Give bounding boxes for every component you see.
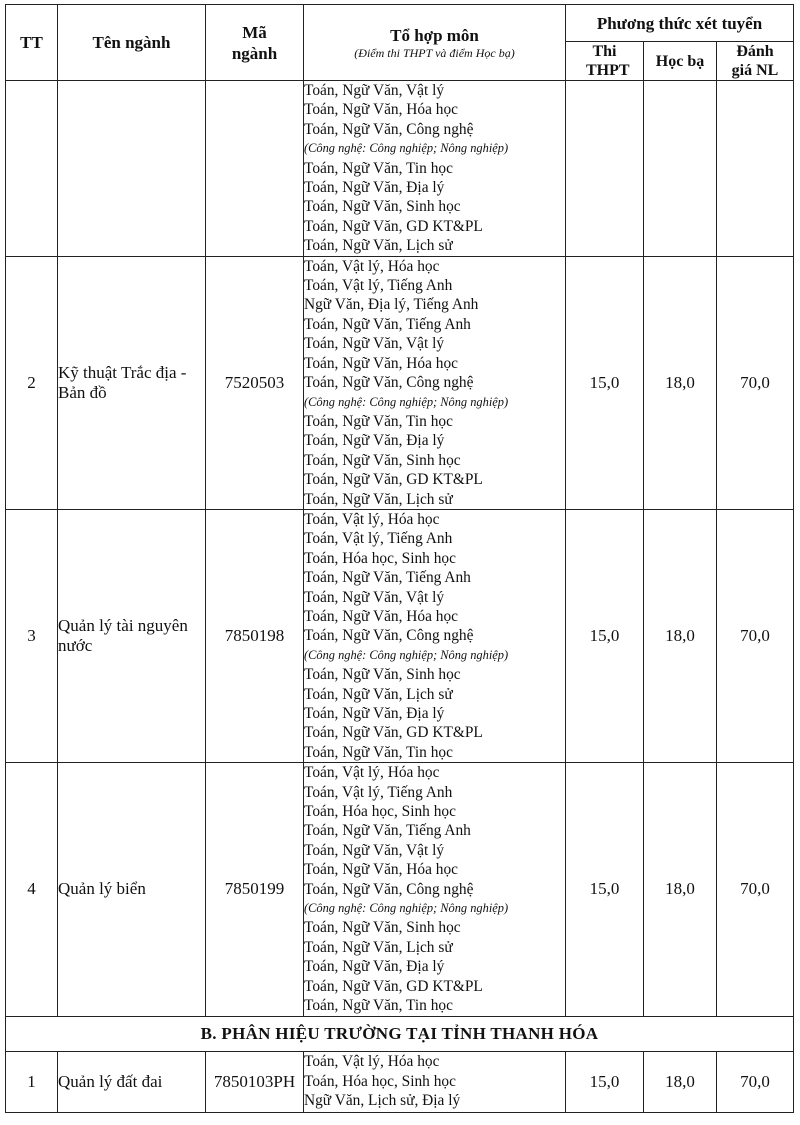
row-number: 2 xyxy=(6,256,58,509)
subject-combination: Toán, Vật lý, Tiếng Anh xyxy=(304,783,453,801)
subject-combination: Toán, Ngữ Văn, Hóa học xyxy=(304,101,459,119)
program-code: 7520503 xyxy=(206,256,304,509)
table-row xyxy=(6,81,794,257)
score-thpt: 15,0 xyxy=(566,256,644,509)
program-code xyxy=(206,81,304,257)
score-dgnl: 70,0 xyxy=(717,256,794,509)
score-thpt: 15,0 xyxy=(566,509,644,762)
subject-combination: Toán, Ngữ Văn, Địa lý xyxy=(304,705,445,722)
program-name: Quản lý tài nguyên nước xyxy=(58,509,206,762)
score-thpt: 15,0 xyxy=(566,1051,644,1112)
score-dgnl: 70,0 xyxy=(717,509,794,762)
subject-combination: Toán, Vật lý, Tiếng Anh xyxy=(304,277,453,295)
subject-combination: Ngữ Văn, Lịch sử, Địa lý xyxy=(304,1092,461,1110)
program-name: Quản lý biển xyxy=(58,763,206,1016)
subject-combination: Toán, Ngữ Văn, Hóa học xyxy=(304,861,459,879)
table-body-b xyxy=(6,1051,794,1112)
combination-note: (Công nghệ: Công nghiệp; Nông nghiệp) xyxy=(304,647,509,662)
score-dgnl: 70,0 xyxy=(717,763,794,1016)
subject-combination: Toán, Ngữ Văn, Sinh học xyxy=(304,198,461,216)
score-thpt: 15,0 xyxy=(566,763,644,1016)
combination-note: (Công nghệ: Công nghiệp; Nông nghiệp) xyxy=(304,141,509,156)
subject-combination: Toán, Ngữ Văn, Hóa học xyxy=(304,354,459,372)
subject-combination: Toán, Ngữ Văn, Lịch sử xyxy=(304,938,453,956)
subject-combination: Toán, Ngữ Văn, Địa lý xyxy=(304,179,445,197)
subject-combination: Toán, Ngữ Văn, GD KT&PL xyxy=(304,977,483,995)
program-code: 7850199 xyxy=(206,763,304,1016)
subject-combination: Toán, Ngữ Văn, Công nghệ xyxy=(304,880,474,898)
header-combo-title: Tổ hợp môn xyxy=(390,26,479,45)
subject-combination: Toán, Ngữ Văn, Tiếng Anh xyxy=(304,315,471,333)
subject-combination: Toán, Ngữ Văn, Tin học xyxy=(304,743,453,761)
section-b-title: B. PHÂN HIỆU TRƯỜNG TẠI TỈNH THANH HÓA xyxy=(6,1016,794,1051)
subject-combination: Toán, Ngữ Văn, Địa lý xyxy=(304,958,445,976)
row-number: 1 xyxy=(6,1051,58,1112)
subject-combination: Toán, Ngữ Văn, Tin học xyxy=(304,159,453,177)
table-row xyxy=(6,256,794,509)
score-dgnl: 70,0 xyxy=(717,1051,794,1112)
header-name: Tên ngành xyxy=(58,5,206,81)
subject-combination: Ngữ Văn, Địa lý, Tiếng Anh xyxy=(304,296,479,314)
header-method-dgnl: Đánh giá NL xyxy=(717,42,794,81)
header-method-thpt: Thi THPT xyxy=(566,42,644,81)
subject-combination: Toán, Ngữ Văn, Lịch sử xyxy=(304,237,453,255)
header-method-hocba: Học bạ xyxy=(644,42,717,81)
score-hocba: 18,0 xyxy=(644,1051,717,1112)
score-hocba: 18,0 xyxy=(644,256,717,509)
table-row xyxy=(6,509,794,762)
combination-note: (Công nghệ: Công nghiệp; Nông nghiệp) xyxy=(304,901,509,916)
table-body-top xyxy=(6,81,794,1017)
subject-combination: Toán, Ngữ Văn, Vật lý xyxy=(304,841,445,859)
subject-combination: Toán, Ngữ Văn, Hóa học xyxy=(304,607,459,625)
subject-combination: Toán, Ngữ Văn, Tin học xyxy=(304,412,453,430)
subject-combinations xyxy=(304,1051,566,1112)
subject-combinations xyxy=(304,256,566,509)
subject-combination: Toán, Vật lý, Hóa học xyxy=(304,510,440,528)
subject-combination: Toán, Vật lý, Hóa học xyxy=(304,764,440,782)
score-hocba: 18,0 xyxy=(644,509,717,762)
table-row xyxy=(6,763,794,1016)
subject-combination: Toán, Ngữ Văn, GD KT&PL xyxy=(304,471,483,489)
header-tt: TT xyxy=(6,5,58,81)
subject-combination: Toán, Ngữ Văn, Vật lý xyxy=(304,588,445,606)
score-hocba xyxy=(644,81,717,257)
subject-combination: Toán, Ngữ Văn, Lịch sử xyxy=(304,685,453,703)
score-thpt xyxy=(566,81,644,257)
program-name: Quản lý đất đai xyxy=(58,1051,206,1112)
subject-combination: Toán, Ngữ Văn, Sinh học xyxy=(304,919,461,937)
header-code: Mã ngành xyxy=(206,5,304,81)
subject-combination: Toán, Vật lý, Tiếng Anh xyxy=(304,530,453,548)
subject-combination: Toán, Ngữ Văn, Vật lý xyxy=(304,335,445,353)
table-header xyxy=(6,5,794,81)
combination-note: (Công nghệ: Công nghiệp; Nông nghiệp) xyxy=(304,394,509,409)
subject-combination: Toán, Ngữ Văn, Vật lý xyxy=(304,82,445,99)
subject-combination: Toán, Ngữ Văn, Lịch sử xyxy=(304,490,453,508)
subject-combination: Toán, Ngữ Văn, Công nghệ xyxy=(304,120,474,138)
section-b xyxy=(6,1016,794,1051)
header-combo-note: (Điểm thi THPT và điểm Học bạ) xyxy=(354,46,515,60)
subject-combination: Toán, Ngữ Văn, Tiếng Anh xyxy=(304,822,471,840)
subject-combination: Toán, Ngữ Văn, GD KT&PL xyxy=(304,217,483,235)
table-row xyxy=(6,1051,794,1112)
header-combo xyxy=(304,5,566,81)
subject-combination: Toán, Vật lý, Hóa học xyxy=(304,257,440,275)
subject-combination: Toán, Ngữ Văn, Địa lý xyxy=(304,432,445,450)
score-dgnl xyxy=(717,81,794,257)
header-method: Phương thức xét tuyển xyxy=(566,5,794,42)
subject-combination: Toán, Vật lý, Hóa học xyxy=(304,1053,440,1071)
subject-combination: Toán, Ngữ Văn, Sinh học xyxy=(304,666,461,684)
program-code: 7850198 xyxy=(206,509,304,762)
subject-combinations xyxy=(304,81,566,257)
subject-combination: Toán, Ngữ Văn, Sinh học xyxy=(304,451,461,469)
program-code: 7850103PH xyxy=(206,1051,304,1112)
score-hocba: 18,0 xyxy=(644,763,717,1016)
program-name: Kỹ thuật Trắc địa - Bản đồ xyxy=(58,256,206,509)
subject-combination: Toán, Hóa học, Sinh học xyxy=(304,549,456,567)
subject-combinations xyxy=(304,763,566,1016)
subject-combination: Toán, Hóa học, Sinh học xyxy=(304,803,456,821)
subject-combination: Toán, Ngữ Văn, Công nghệ xyxy=(304,627,474,645)
admissions-table xyxy=(5,4,794,1113)
subject-combination: Toán, Ngữ Văn, Công nghệ xyxy=(304,374,474,392)
subject-combination: Toán, Ngữ Văn, Tiếng Anh xyxy=(304,569,471,587)
row-number: 4 xyxy=(6,763,58,1016)
subject-combination: Toán, Ngữ Văn, Tin học xyxy=(304,997,453,1015)
subject-combinations xyxy=(304,509,566,762)
row-number xyxy=(6,81,58,257)
subject-combination: Toán, Ngữ Văn, GD KT&PL xyxy=(304,724,483,742)
subject-combination: Toán, Hóa học, Sinh học xyxy=(304,1072,456,1090)
row-number: 3 xyxy=(6,509,58,762)
program-name xyxy=(58,81,206,257)
